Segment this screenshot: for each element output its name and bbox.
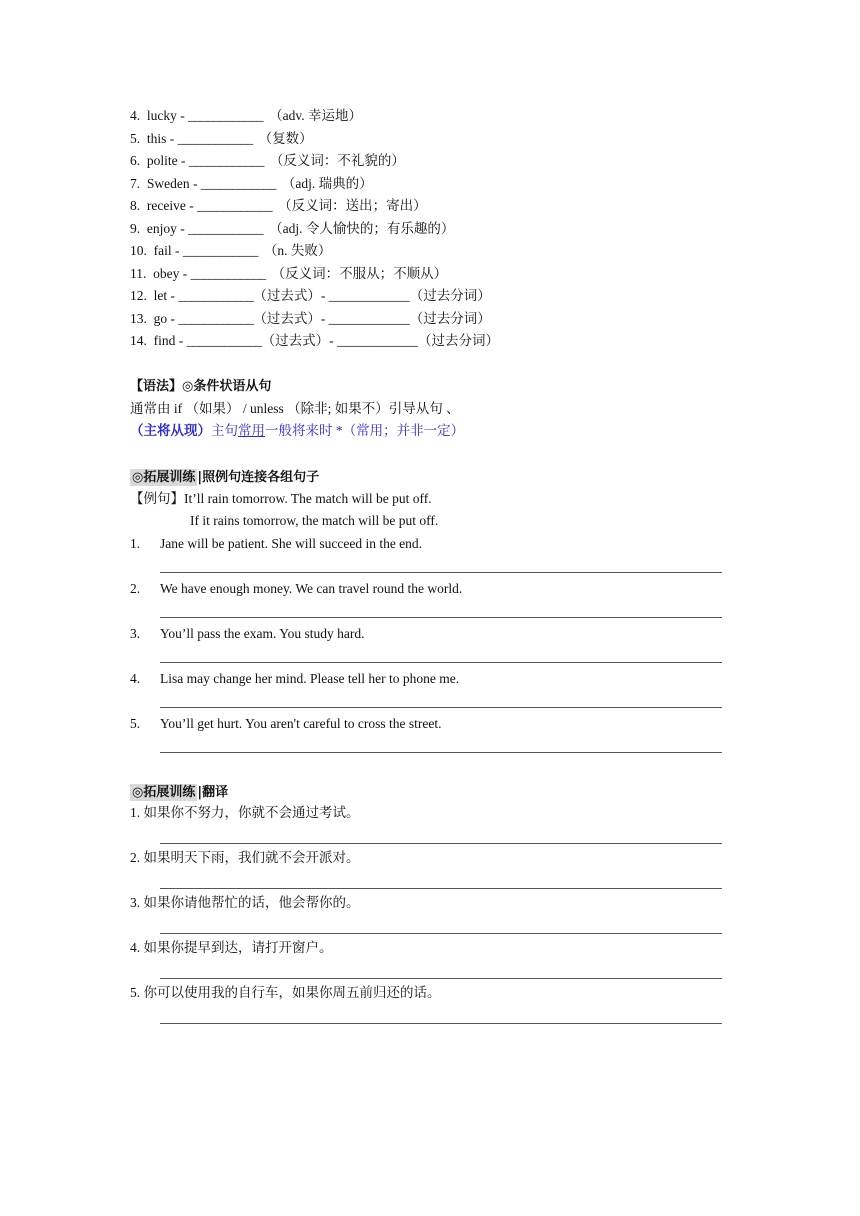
grammar-heading: 【语法】◎条件状语从句 [130,379,272,394]
example-sentence: 【例句】It’ll rain tomorrow. The match will be put off. [130,491,432,506]
vocab-item: 12. let - ____________（过去式）- ____________（过去分词） [130,288,491,303]
vocab-item: 4. lucky - ____________ （adv. 幸运地） [130,108,362,123]
answer-line[interactable] [160,888,722,889]
answer-line[interactable] [160,752,722,753]
translate-item: 3. 如果你请他帮忙的话，他会帮你的。 [130,892,730,937]
vocab-item: 13. go - ____________（过去式）- ____________（过去分词） [130,310,491,326]
vocab-item: 10. fail - ____________ （n. 失败） [130,243,332,258]
question-item: 4. Lisa may change her mind. Please tell her to phone me. [130,668,730,713]
vocab-item: 8. receive - ____________ （反义词：送出；寄出） [130,198,427,213]
answer-line[interactable] [160,707,722,708]
grammar-rule-highlight: （主将从现）主句常用一般将来时 *（常用；并非一定） [130,423,465,438]
answer-line[interactable] [160,933,722,934]
answer-line[interactable] [160,978,722,979]
exercise-translate-section [130,781,730,803]
vocab-item: 9. enjoy - ____________ （adj. 令人愉快的；有乐趣的） [130,220,455,236]
vocab-item: 6. polite - ____________ （反义词：不礼貌的） [130,153,405,168]
vocab-item: 5. this - ____________ （复数） [130,130,313,146]
translate-item: 5. 你可以使用我的自行车，如果你周五前归还的话。 [130,982,730,1027]
vocab-item: 7. Sweden - ____________ （adj. 瑞典的） [130,175,373,191]
grammar-section [130,376,750,442]
answer-line[interactable] [160,572,722,573]
example-answer: If it rains tomorrow, the match will be put off. [190,513,439,528]
answer-line[interactable] [160,1023,722,1024]
question-item: 1. Jane will be patient. She will succeed in the end. [130,533,730,578]
translate-item: 4. 如果你提早到达，请打开窗户。 [130,937,730,982]
grammar-rule-line: 通常由 if （如果） / unless （除非; 如果不）引导从句 、 [130,401,460,416]
question-item: 5. You’ll get hurt. You aren't careful to cross the street. [130,713,730,758]
section-title: ◎拓展训练 |照例句连接各组句子 [132,470,320,485]
combine-question-list [130,533,730,758]
vocab-list [130,106,499,354]
question-item: 2. We have enough money. We can travel round the world. [130,578,730,623]
vocab-item: 14. find - ____________（过去式）- ____________（过去分词） [130,333,499,348]
vocab-item: 11. obey - ____________ （反义词：不服从；不顺从） [130,265,448,281]
section-title: ◎拓展训练 |翻译 [132,785,229,800]
answer-line[interactable] [160,662,722,663]
translate-question-list [130,802,730,1027]
translate-item: 2. 如果明天下雨，我们就不会开派对。 [130,847,730,892]
answer-line[interactable] [160,843,722,844]
exercise-combine-section [130,466,730,532]
answer-line[interactable] [160,617,722,618]
question-item: 3. You’ll pass the exam. You study hard. [130,623,730,668]
translate-item: 1. 如果你不努力，你就不会通过考试。 [130,802,730,847]
